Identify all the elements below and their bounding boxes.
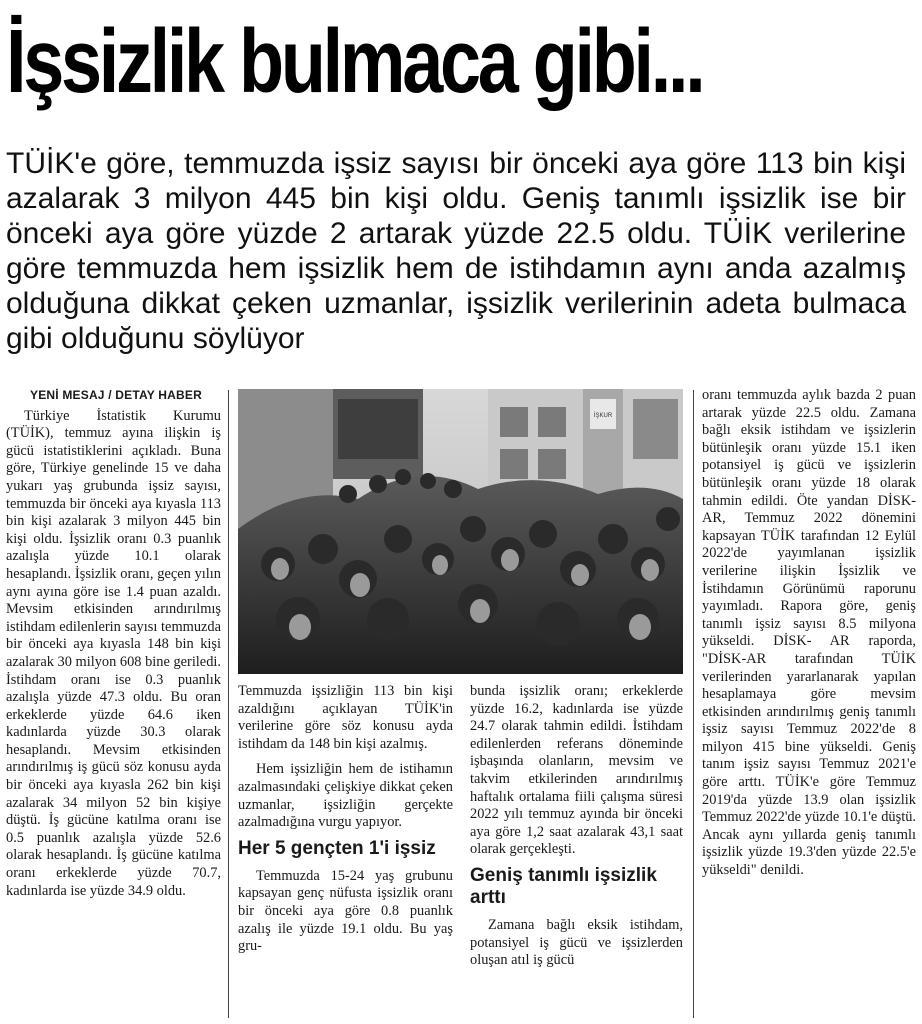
sign-text: İŞKUR <box>593 413 613 419</box>
column-4-paragraph: oranı temmuzda aylık bazda 2 puan artarak yüzde 22.5 oldu. Zamana bağlı eksik istihdam ve işsizlerin bütünleşik oranı yüzde 15.1 iken potansiyel iş gücü ve işsizlerin bütünleşik oranı yüzde 18 olarak tahmin edildi. Öte yandan DİSK-AR, Temmuz 2022 dönemini kapsayan TÜİK tarafından 12 Eylül 2022'de yayımlanan işsizlik verilerine ilişkin İşsizlik ve İstihdamın Görünümü raporunu yayımladı. Rapora göre, geniş tanımlı işsiz sayısı 8.5 milyona yükseldi. DİSK- AR raporda, "DİSK-AR tarafından TÜİK verilerinden yararlanarak yapılan hesaplamaya göre mevsim etkisinden arındırılmış geniş tanımlı işsiz sayısı Temmuz 2022'de 8 milyon 415 bine yükseldi. Geniş tanım işsiz sayısı Temmuz 2021'e göre arttı. TÜİK'e göre Temmuz 2019'da yüzde 13.9 olan işsizlik Temmuz 2022'de yüzde 10.1'e düştü. Ancak aynı yıllarda geniş tanımlı işsizlik yüzde 19.3'den yüzde 22.5'e yükseldi" denildi. <box>702 387 916 879</box>
column-1-paragraph: Türkiye İstatistik Kurumu (TÜİK), temmuz ayına ilişkin iş gücü istatistiklerini açıkladı. Buna göre, Türkiye genelinde 15 ve daha yukarı yaş grubunda işsiz sayısı, temmuzda bir önceki aya kıyasla 113 bin kişi azalarak 3 milyon 445 bin kişi oldu. İşsizlik oranı 0.3 puanlık azalışla yüzde 10.1 olarak hesaplandı. İşsizlik oranı, geçen yılın aynı ayına göre ise 1.4 puan azaldı. Mevsim etkisinden arındırılmış istihdam edilenlerin sayısı temmuzda bir önceki aya kıyasla 148 bin kişi azalarak 30 milyon 608 bine geriledi. İstihdam oranı ise 0.3 puanlık azalışla yüzde 47.3 oldu. Bu oran erkeklerde yüzde 64.6 iken kadınlarda yüzde 30.3 olarak hesaplandı. Mevsim etkisinden arındırılmış iş gücü söz konusu ayda bir önceki aya kıyasla 262 bin kişi azalarak 34 milyon 52 bin kişiye düştü. İş gücüne katılma oranı ise 0.5 puanlık azalışla yüzde 52.6 olarak hesaplandı. İş gücüne katılma oranı erkeklerde yüzde 70.7, kadınlarda ise yüzde 34.9 oldu. <box>6 407 221 899</box>
column-3-paragraph: Zamana bağlı eksik istihdam, potansiyel iş gücü ve işsizlerden oluşan atıl iş gücü <box>470 916 683 969</box>
byline: YENİ MESAJ / DETAY HABER <box>30 388 202 402</box>
news-photo <box>238 389 683 674</box>
column-2-paragraph: Temmuzda işsizliğin 113 bin kişi azaldığını açıklayan TÜİK'in verilerine göre söz konusu ayda istihdam da 148 bin kişi azalmış. <box>238 683 453 752</box>
column-rule <box>693 390 694 1018</box>
article-column-4 <box>702 387 916 880</box>
subhead-youth-unemployment: Her 5 gençten 1'i işsiz <box>238 837 436 859</box>
column-2-paragraph: Hem işsizliğin hem de istihamın azalmasındaki çelişkiye dikkat çeken uzmanlar, işsizliğin gerçekte azalmadığına vurgu yapıyor. <box>238 761 453 831</box>
headline: İşsizlik bulmaca gibi... <box>6 12 703 112</box>
crowd <box>238 476 683 674</box>
column-3-paragraph: bunda işsizlik oranı; erkeklerde yüzde 16.2, kadınlarda ise yüzde 24.7 olarak tahmin edildi. İstihdam edilenlerden referans döneminde işbaşında olanların, mevsim ve takvim etkilerinden arındırılmış haftalık ortalama fiili çalışma süresi 2022 yılı temmuz ayında bir önceki aya göre 1,2 saat azalarak 43,1 saat olarak gerçekleşti. <box>470 683 683 858</box>
article-column-1 <box>6 387 221 900</box>
spot-text: TÜİK'e göre, temmuzda işsiz sayısı bir önceki aya göre 113 bin kişi azalarak 3 milyon 445 bin kişi oldu. Geniş tanımlı işsizlik ise bir önceki aya göre yüzde 2 artarak yüzde 22.5 oldu. TÜİK verilerine göre temmuzda hem işsizlik hem de istihdamın aynı anda azalmış olduğuna dikkat çeken uzmanlar, işsizlik verilerinin adeta bulmaca gibi olduğunu söylüyor <box>6 147 906 355</box>
article-column-3 <box>470 683 683 970</box>
subhead-broad-unemployment: Geniş tanımlı işsizlik arttı <box>470 864 657 908</box>
article-column-2 <box>238 683 453 956</box>
crowd-photo-illustration <box>238 389 683 674</box>
column-rule <box>228 390 229 1018</box>
column-2-paragraph: Temmuzda 15-24 yaş grubunu kapsayan genç nüfusta işsizlik oranı bir önceki aya göre 0.8 puanlık azalış ile yüzde 19.1 oldu. Bu yaş gru- <box>238 867 453 955</box>
